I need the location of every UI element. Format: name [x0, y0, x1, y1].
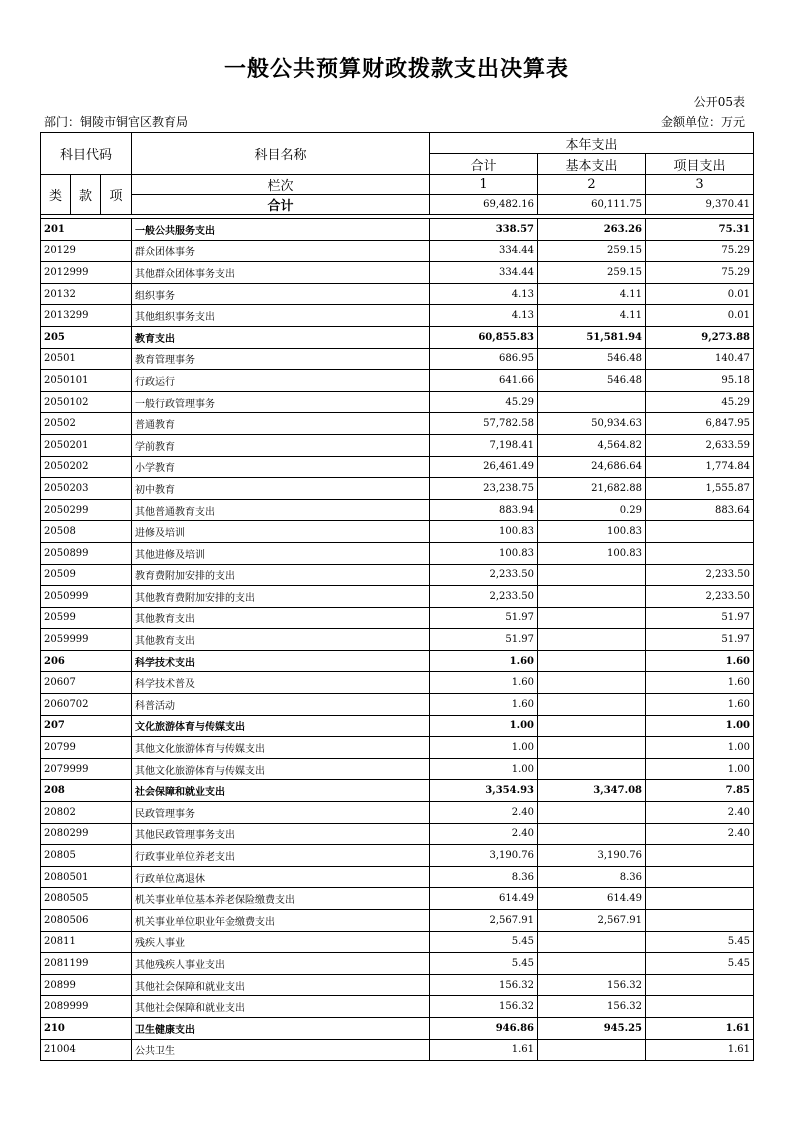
- row-basic: [538, 672, 646, 694]
- row-total: 26,461.49: [430, 456, 538, 478]
- table-row: [41, 931, 754, 953]
- row-total: 641.66: [430, 370, 538, 392]
- row-total: 1.00: [430, 758, 538, 780]
- row-total: 334.44: [430, 240, 538, 262]
- row-name: 卫生健康支出: [132, 1017, 430, 1039]
- header-total-label: 合计: [132, 195, 430, 215]
- row-project: 95.18: [646, 370, 754, 392]
- row-code: 2050203: [41, 478, 132, 500]
- table-row: [41, 542, 754, 564]
- row-basic: 156.32: [538, 974, 646, 996]
- table-row: [41, 521, 754, 543]
- row-basic: [538, 564, 646, 586]
- row-total: 51.97: [430, 629, 538, 651]
- table-row: [41, 780, 754, 802]
- row-project: 75.29: [646, 240, 754, 262]
- row-basic: [538, 607, 646, 629]
- row-total: 1.00: [430, 737, 538, 759]
- row-name: 进修及培训: [132, 521, 430, 543]
- table-row: [41, 888, 754, 910]
- row-code: 205: [41, 326, 132, 348]
- row-project: 7.85: [646, 780, 754, 802]
- row-code: 21004: [41, 1039, 132, 1061]
- row-total: 5.45: [430, 931, 538, 953]
- header-name: 科目名称: [132, 133, 430, 175]
- table-row: [41, 974, 754, 996]
- header-index-3: 3: [646, 175, 754, 195]
- department-label: 部门：铜陵市铜官区教育局: [44, 115, 189, 129]
- row-project: 2,233.50: [646, 586, 754, 608]
- row-project: 5.45: [646, 931, 754, 953]
- row-total: 4.13: [430, 283, 538, 305]
- row-name: 其他文化旅游体育与传媒支出: [132, 737, 430, 759]
- row-name: 一般行政管理事务: [132, 391, 430, 413]
- row-basic: 21,682.88: [538, 478, 646, 500]
- row-total: 5.45: [430, 953, 538, 975]
- row-total: 2,567.91: [430, 910, 538, 932]
- row-project: 2.40: [646, 823, 754, 845]
- row-basic: [538, 737, 646, 759]
- row-total: 1.00: [430, 715, 538, 737]
- row-name: 一般公共服务支出: [132, 219, 430, 241]
- row-basic: 2,567.91: [538, 910, 646, 932]
- grand-total-value: 69,482.16: [430, 195, 538, 215]
- form-number: 公开05表: [693, 95, 745, 109]
- row-code: 210: [41, 1017, 132, 1039]
- row-project: [646, 996, 754, 1018]
- table-row: [41, 866, 754, 888]
- row-name: 其他教育支出: [132, 607, 430, 629]
- table-row: [41, 564, 754, 586]
- row-basic: [538, 823, 646, 845]
- row-project: 1.60: [646, 672, 754, 694]
- row-name: 其他残疾人事业支出: [132, 953, 430, 975]
- row-total: 4.13: [430, 305, 538, 327]
- row-code: 20799: [41, 737, 132, 759]
- row-basic: [538, 758, 646, 780]
- row-code: 2080505: [41, 888, 132, 910]
- table-row: [41, 1017, 754, 1039]
- row-name: 社会保障和就业支出: [132, 780, 430, 802]
- row-name: 小学教育: [132, 456, 430, 478]
- row-code: 20502: [41, 413, 132, 435]
- row-name: 其他组织事务支出: [132, 305, 430, 327]
- header-year-total: 本年支出: [430, 133, 754, 154]
- table-row: [41, 283, 754, 305]
- row-name: 公共卫生: [132, 1039, 430, 1061]
- row-code: 2080299: [41, 823, 132, 845]
- row-name: 教育管理事务: [132, 348, 430, 370]
- row-total: 7,198.41: [430, 434, 538, 456]
- row-project: 2.40: [646, 802, 754, 824]
- row-name: 科普活动: [132, 694, 430, 716]
- table-row: [41, 478, 754, 500]
- row-project: 1.00: [646, 758, 754, 780]
- row-code: 2059999: [41, 629, 132, 651]
- row-code: 2050299: [41, 499, 132, 521]
- row-name: 教育费附加安排的支出: [132, 564, 430, 586]
- row-project: 0.01: [646, 283, 754, 305]
- row-name: 其他进修及培训: [132, 542, 430, 564]
- row-name: 普通教育: [132, 413, 430, 435]
- row-project: 1,774.84: [646, 456, 754, 478]
- row-code: 20811: [41, 931, 132, 953]
- table-row: [41, 672, 754, 694]
- header-col-project: 项目支出: [646, 154, 754, 175]
- row-code: 2050201: [41, 434, 132, 456]
- table-row: [41, 240, 754, 262]
- table-row: [41, 715, 754, 737]
- table-row: [41, 694, 754, 716]
- row-project: 9,273.88: [646, 326, 754, 348]
- row-project: 140.47: [646, 348, 754, 370]
- table-row: [41, 1039, 754, 1061]
- row-code: 20805: [41, 845, 132, 867]
- row-project: 6,847.95: [646, 413, 754, 435]
- row-total: 2,233.50: [430, 564, 538, 586]
- row-name: 机关事业单位基本养老保险缴费支出: [132, 888, 430, 910]
- table-row: [41, 996, 754, 1018]
- row-name: 其他教育支出: [132, 629, 430, 651]
- row-basic: 945.25: [538, 1017, 646, 1039]
- row-basic: [538, 391, 646, 413]
- row-code: 2080506: [41, 910, 132, 932]
- page-title: 一般公共预算财政拨款支出决算表: [223, 56, 569, 82]
- row-project: [646, 521, 754, 543]
- grand-basic-value: 60,111.75: [538, 195, 646, 215]
- row-basic: 3,347.08: [538, 780, 646, 802]
- row-project: 51.97: [646, 607, 754, 629]
- row-total: 1.60: [430, 694, 538, 716]
- row-project: 2,633.59: [646, 434, 754, 456]
- row-basic: 259.15: [538, 240, 646, 262]
- row-project: [646, 542, 754, 564]
- row-code: 208: [41, 780, 132, 802]
- row-code: 201: [41, 219, 132, 241]
- row-basic: 4.11: [538, 283, 646, 305]
- header-code: 科目代码: [41, 133, 132, 175]
- row-total: 338.57: [430, 219, 538, 241]
- row-total: 2.40: [430, 823, 538, 845]
- header-kuan: 款: [71, 175, 101, 215]
- row-project: 1.61: [646, 1039, 754, 1061]
- table-row: [41, 845, 754, 867]
- header-lanci: 栏次: [132, 175, 430, 195]
- row-basic: 24,686.64: [538, 456, 646, 478]
- row-basic: 156.32: [538, 996, 646, 1018]
- row-project: 45.29: [646, 391, 754, 413]
- row-project: [646, 845, 754, 867]
- row-code: 2050202: [41, 456, 132, 478]
- row-name: 民政管理事务: [132, 802, 430, 824]
- table-row: [41, 802, 754, 824]
- row-total: 1.61: [430, 1039, 538, 1061]
- table-row: [41, 456, 754, 478]
- row-basic: 259.15: [538, 262, 646, 284]
- row-name: 其他社会保障和就业支出: [132, 974, 430, 996]
- row-basic: [538, 953, 646, 975]
- row-basic: 3,190.76: [538, 845, 646, 867]
- table-row: [41, 758, 754, 780]
- row-code: 20607: [41, 672, 132, 694]
- table-row: [41, 823, 754, 845]
- row-total: 51.97: [430, 607, 538, 629]
- table-row: [41, 737, 754, 759]
- row-name: 行政单位离退休: [132, 866, 430, 888]
- expenditure-table: [40, 132, 754, 1061]
- row-name: 教育支出: [132, 326, 430, 348]
- row-project: 0.01: [646, 305, 754, 327]
- row-name: 群众团体事务: [132, 240, 430, 262]
- row-total: 57,782.58: [430, 413, 538, 435]
- table-row: [41, 629, 754, 651]
- row-total: 100.83: [430, 521, 538, 543]
- row-project: 5.45: [646, 953, 754, 975]
- row-total: 3,354.93: [430, 780, 538, 802]
- row-project: 2,233.50: [646, 564, 754, 586]
- row-total: 23,238.75: [430, 478, 538, 500]
- row-code: 20129: [41, 240, 132, 262]
- table-row: [41, 391, 754, 413]
- row-code: 207: [41, 715, 132, 737]
- table-row: [41, 650, 754, 672]
- header-col-total: 合计: [430, 154, 538, 175]
- row-basic: 546.48: [538, 348, 646, 370]
- table-row: [41, 586, 754, 608]
- table-row: [41, 262, 754, 284]
- row-total: 946.86: [430, 1017, 538, 1039]
- row-total: 100.83: [430, 542, 538, 564]
- row-name: 其他文化旅游体育与传媒支出: [132, 758, 430, 780]
- row-name: 残疾人事业: [132, 931, 430, 953]
- row-basic: 100.83: [538, 521, 646, 543]
- row-code: 20132: [41, 283, 132, 305]
- row-basic: 546.48: [538, 370, 646, 392]
- row-basic: [538, 715, 646, 737]
- row-total: 60,855.83: [430, 326, 538, 348]
- row-basic: [538, 694, 646, 716]
- header-index-1: 1: [430, 175, 538, 195]
- row-total: 334.44: [430, 262, 538, 284]
- row-total: 3,190.76: [430, 845, 538, 867]
- row-total: 883.94: [430, 499, 538, 521]
- row-name: 行政事业单位养老支出: [132, 845, 430, 867]
- row-total: 2,233.50: [430, 586, 538, 608]
- table-row: [41, 370, 754, 392]
- row-project: 1.60: [646, 650, 754, 672]
- grand-project-value: 9,370.41: [646, 195, 754, 215]
- table-row: [41, 413, 754, 435]
- row-code: 206: [41, 650, 132, 672]
- row-name: 科学技术支出: [132, 650, 430, 672]
- row-total: 156.32: [430, 974, 538, 996]
- row-code: 20599: [41, 607, 132, 629]
- row-project: 1.60: [646, 694, 754, 716]
- row-code: 2012999: [41, 262, 132, 284]
- table-row: [41, 910, 754, 932]
- row-basic: [538, 586, 646, 608]
- row-code: 20899: [41, 974, 132, 996]
- row-total: 45.29: [430, 391, 538, 413]
- row-basic: [538, 1039, 646, 1061]
- row-total: 686.95: [430, 348, 538, 370]
- row-total: 2.40: [430, 802, 538, 824]
- row-name: 其他社会保障和就业支出: [132, 996, 430, 1018]
- table-row: [41, 499, 754, 521]
- row-name: 文化旅游体育与传媒支出: [132, 715, 430, 737]
- row-project: [646, 974, 754, 996]
- row-code: 2050999: [41, 586, 132, 608]
- row-code: 2081199: [41, 953, 132, 975]
- row-code: 20802: [41, 802, 132, 824]
- table-header: [41, 133, 754, 219]
- table-row: [41, 305, 754, 327]
- row-basic: [538, 629, 646, 651]
- row-project: [646, 910, 754, 932]
- row-code: 2050899: [41, 542, 132, 564]
- row-name: 科学技术普及: [132, 672, 430, 694]
- row-project: 51.97: [646, 629, 754, 651]
- row-project: 1.61: [646, 1017, 754, 1039]
- row-basic: 51,581.94: [538, 326, 646, 348]
- row-name: 其他民政管理事务支出: [132, 823, 430, 845]
- row-name: 行政运行: [132, 370, 430, 392]
- row-basic: 263.26: [538, 219, 646, 241]
- row-code: 20509: [41, 564, 132, 586]
- row-total: 1.60: [430, 650, 538, 672]
- row-name: 组织事务: [132, 283, 430, 305]
- header-index-2: 2: [538, 175, 646, 195]
- row-name: 其他教育费附加安排的支出: [132, 586, 430, 608]
- row-total: 614.49: [430, 888, 538, 910]
- row-project: 75.31: [646, 219, 754, 241]
- row-basic: 4,564.82: [538, 434, 646, 456]
- row-code: 2050101: [41, 370, 132, 392]
- row-project: [646, 888, 754, 910]
- header-xiang: 项: [101, 175, 132, 215]
- table-row: [41, 953, 754, 975]
- row-name: 学前教育: [132, 434, 430, 456]
- row-code: 2050102: [41, 391, 132, 413]
- row-basic: [538, 650, 646, 672]
- table-row: [41, 326, 754, 348]
- row-name: 初中教育: [132, 478, 430, 500]
- row-project: 1.00: [646, 737, 754, 759]
- row-name: 机关事业单位职业年金缴费支出: [132, 910, 430, 932]
- header-lei: 类: [41, 175, 71, 215]
- row-code: 2079999: [41, 758, 132, 780]
- row-code: 20501: [41, 348, 132, 370]
- row-project: 883.64: [646, 499, 754, 521]
- row-basic: 0.29: [538, 499, 646, 521]
- table-row: [41, 434, 754, 456]
- row-basic: [538, 802, 646, 824]
- row-project: 75.29: [646, 262, 754, 284]
- row-code: 2080501: [41, 866, 132, 888]
- row-basic: 100.83: [538, 542, 646, 564]
- unit-label: 金额单位：万元: [660, 115, 745, 129]
- row-name: 其他普通教育支出: [132, 499, 430, 521]
- row-code: 2060702: [41, 694, 132, 716]
- header-col-basic: 基本支出: [538, 154, 646, 175]
- row-project: 1.00: [646, 715, 754, 737]
- row-name: 其他群众团体事务支出: [132, 262, 430, 284]
- table-row: [41, 219, 754, 241]
- table-row: [41, 607, 754, 629]
- row-basic: 8.36: [538, 866, 646, 888]
- row-basic: 50,934.63: [538, 413, 646, 435]
- row-code: 20508: [41, 521, 132, 543]
- row-code: 2089999: [41, 996, 132, 1018]
- row-basic: [538, 931, 646, 953]
- row-project: 1,555.87: [646, 478, 754, 500]
- row-basic: 614.49: [538, 888, 646, 910]
- row-code: 2013299: [41, 305, 132, 327]
- row-total: 8.36: [430, 866, 538, 888]
- row-total: 1.60: [430, 672, 538, 694]
- row-total: 156.32: [430, 996, 538, 1018]
- table-row: [41, 348, 754, 370]
- row-basic: 4.11: [538, 305, 646, 327]
- table-body: [41, 219, 754, 1061]
- row-project: [646, 866, 754, 888]
